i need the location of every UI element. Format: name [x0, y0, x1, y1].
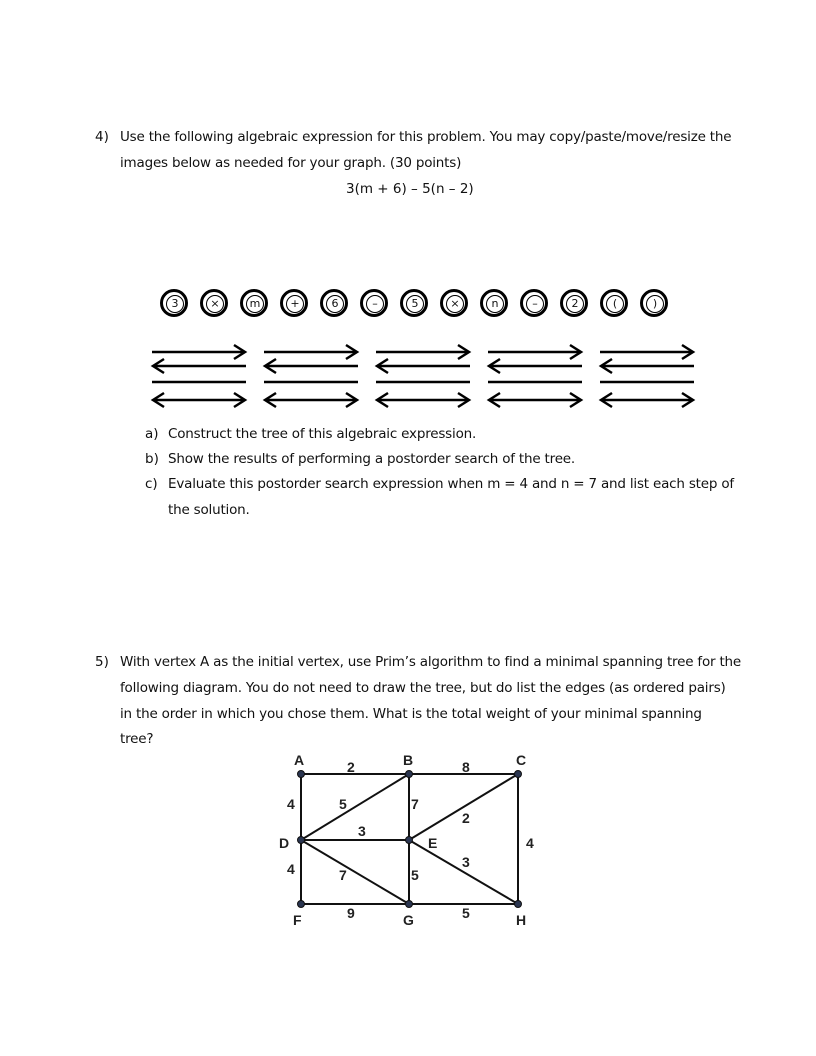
vertex-b — [406, 771, 413, 778]
edge-ec — [409, 774, 518, 840]
weight-gh: 5 — [462, 905, 470, 921]
arrow-images — [148, 340, 704, 412]
expression-tiles — [160, 289, 680, 319]
part-b-label: b) — [145, 451, 159, 467]
arrow-group-4[interactable] — [488, 345, 582, 407]
vertex-a — [298, 771, 305, 778]
tile-n[interactable]: n — [480, 289, 508, 317]
tile-2[interactable]: 2 — [560, 289, 588, 317]
problem-4-line-1: Use the following algebraic expression for this problem. You may copy/paste/move/resize the — [120, 129, 732, 145]
edge-eh — [409, 840, 518, 904]
problem-5-line-4: tree? — [120, 731, 154, 747]
tile-open-paren[interactable]: ( — [600, 289, 628, 317]
weight-ab: 2 — [347, 759, 355, 775]
part-a-label: a) — [145, 426, 159, 442]
tile-times-2[interactable]: × — [440, 289, 468, 317]
algebraic-expression: 3(m + 6) – 5(n – 2) — [346, 181, 474, 197]
weight-be: 7 — [411, 796, 419, 812]
weight-ad: 4 — [287, 796, 295, 812]
arrow-group-5[interactable] — [600, 345, 694, 407]
label-d: D — [279, 835, 290, 851]
weight-fg: 9 — [347, 905, 355, 921]
weight-db: 5 — [339, 796, 347, 812]
tile-6[interactable]: 6 — [320, 289, 348, 317]
label-c: C — [516, 752, 527, 768]
arrow-group-3[interactable] — [376, 345, 470, 407]
vertex-f — [298, 901, 305, 908]
weight-ec: 2 — [462, 810, 470, 826]
weight-eh: 3 — [462, 854, 470, 870]
weight-dg: 7 — [339, 867, 347, 883]
problem-5-number: 5) — [95, 654, 109, 670]
tile-5[interactable]: 5 — [400, 289, 428, 317]
label-a: A — [294, 752, 305, 768]
tile-close-paren[interactable]: ) — [640, 289, 668, 317]
label-e: E — [428, 835, 438, 851]
part-c-text: Evaluate this postorder search expression when m = 4 and n = 7 and list each step of — [168, 476, 734, 492]
tile-minus-2[interactable]: – — [520, 289, 548, 317]
weight-de: 3 — [358, 823, 366, 839]
weight-eg: 5 — [411, 867, 419, 883]
edge-dg — [301, 840, 409, 904]
label-f: F — [293, 912, 302, 928]
part-c-text-continued: the solution. — [168, 502, 250, 518]
problem-5-line-2: following diagram. You do not need to draw the tree, but do list the edges (as ordered pairs) — [120, 680, 726, 696]
tile-m[interactable]: m — [240, 289, 268, 317]
vertex-d — [298, 837, 305, 844]
arrow-group-2[interactable] — [264, 345, 358, 407]
part-c-label: c) — [145, 476, 158, 492]
vertex-c — [515, 771, 522, 778]
problem-5-line-3: in the order in which you chose them. What is the total weight of your minimal spanning — [120, 706, 702, 722]
part-a-text: Construct the tree of this algebraic expression. — [168, 426, 477, 442]
vertex-h — [515, 901, 522, 908]
part-b-text: Show the results of performing a postorder search of the tree. — [168, 451, 575, 467]
problem-4-line-2: images below as needed for your graph. (30 points) — [120, 155, 462, 171]
tile-minus-1[interactable]: – — [360, 289, 388, 317]
arrow-group-1[interactable] — [152, 345, 246, 407]
weight-bc: 8 — [462, 759, 470, 775]
edge-db — [301, 774, 409, 840]
problem-5-line-1: With vertex A as the initial vertex, use Prim’s algorithm to find a minimal spanning tree for the — [120, 654, 742, 670]
weight-ch: 4 — [526, 835, 534, 851]
tile-plus[interactable]: + — [280, 289, 308, 317]
label-g: G — [403, 912, 414, 928]
label-b: B — [403, 752, 414, 768]
tile-3[interactable]: 3 — [160, 289, 188, 317]
problem-4-number: 4) — [95, 129, 109, 145]
vertex-e — [406, 837, 413, 844]
tile-times-1[interactable]: × — [200, 289, 228, 317]
weighted-graph — [270, 748, 550, 938]
label-h: H — [516, 912, 527, 928]
weight-df: 4 — [287, 861, 295, 877]
vertex-g — [406, 901, 413, 908]
